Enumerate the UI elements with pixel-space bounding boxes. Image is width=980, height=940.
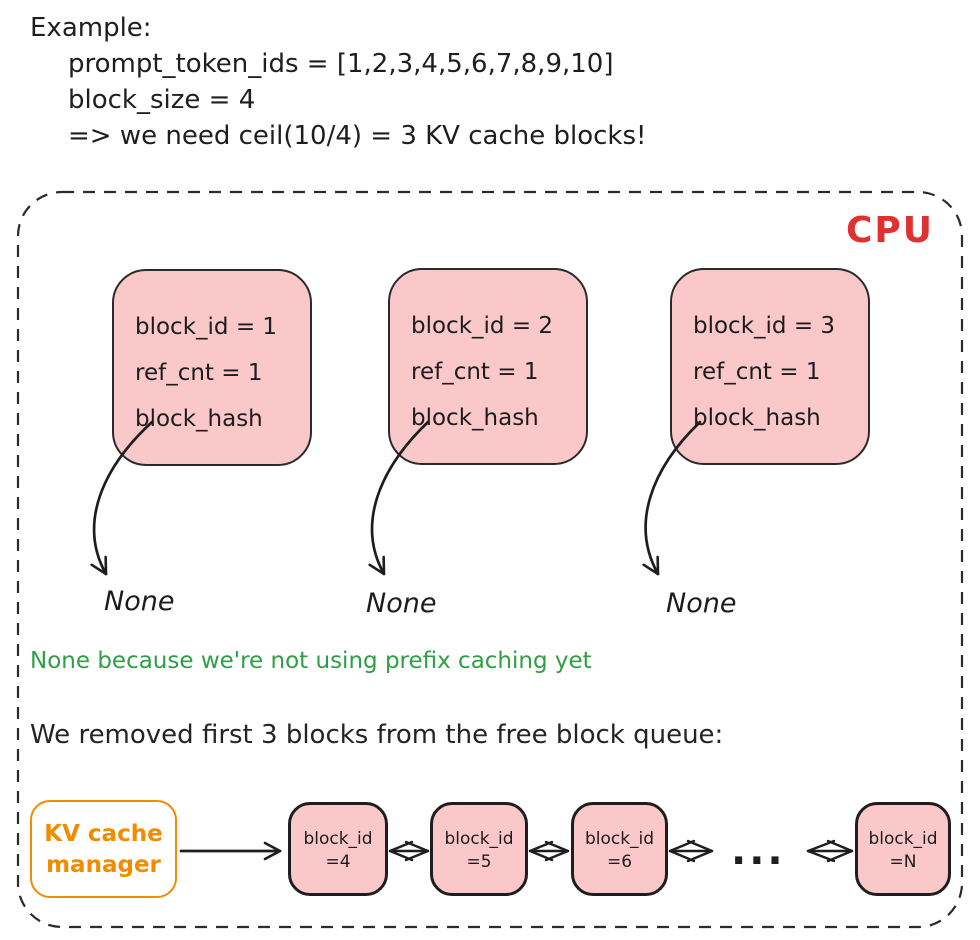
kv-block-2-block-hash: block_hash [411,405,539,431]
queue-block-5-id: =5 [466,852,492,872]
queue-block-4-label: block_id [303,829,373,849]
example-title: Example: [30,13,152,43]
kv-cache-manager-box [30,800,177,898]
free-block-queue-caption: We removed first 3 blocks from the free block queue: [30,720,724,750]
queue-block-5 [430,802,528,896]
queue-link-1 [390,842,428,860]
queue-ellipsis: ... [731,828,786,874]
queue-block-6-label: block_id [584,829,655,849]
kv-cache-manager-label-line2: manager [46,852,161,878]
example-line-conclusion: => we need ceil(10/4) = 3 KV cache blocks! [68,121,647,151]
example-text-block [30,10,646,154]
kv-block-3-ref-cnt: ref_cnt = 1 [693,359,821,385]
kv-block-3 [670,268,870,465]
queue-link-3 [670,841,712,861]
queue-block-n-id: =N [889,852,917,872]
queue-block-n [855,802,951,896]
example-line-block-size: block_size = 4 [68,85,256,115]
example-line-prompt-token-ids: prompt_token_ids = [1,2,3,4,5,6,7,8,9,10] [68,49,614,79]
kv-block-3-block-id: block_id = 3 [693,313,836,339]
none-label-3: None [666,588,737,619]
prefix-caching-note: None because we're not using prefix caching yet [30,648,592,674]
kv-block-1-block-hash: block_hash [135,406,263,432]
kv-block-3-block-hash: block_hash [693,405,821,431]
kv-cache-manager-label-line1: KV cache [44,821,163,847]
kv-block-1-block-id: block_id = 1 [135,314,278,340]
queue-link-2 [530,842,568,860]
queue-link-4 [808,841,852,861]
queue-block-6-id: =6 [606,852,633,872]
cpu-label: CPU [846,210,935,251]
queue-block-5-label: block_id [444,829,514,849]
queue-block-n-label: block_id [868,829,938,849]
kv-block-1-ref-cnt: ref_cnt = 1 [135,360,263,386]
kv-block-2-ref-cnt: ref_cnt = 1 [411,359,539,385]
kv-block-2 [388,268,588,465]
queue-block-4 [288,802,388,896]
kv-block-2-block-id: block_id = 2 [411,313,554,339]
none-label-2: None [366,588,437,619]
queue-block-6 [571,802,668,896]
queue-block-4-id: =4 [325,852,351,872]
none-label-1: None [104,586,175,617]
kv-block-1 [112,269,312,466]
